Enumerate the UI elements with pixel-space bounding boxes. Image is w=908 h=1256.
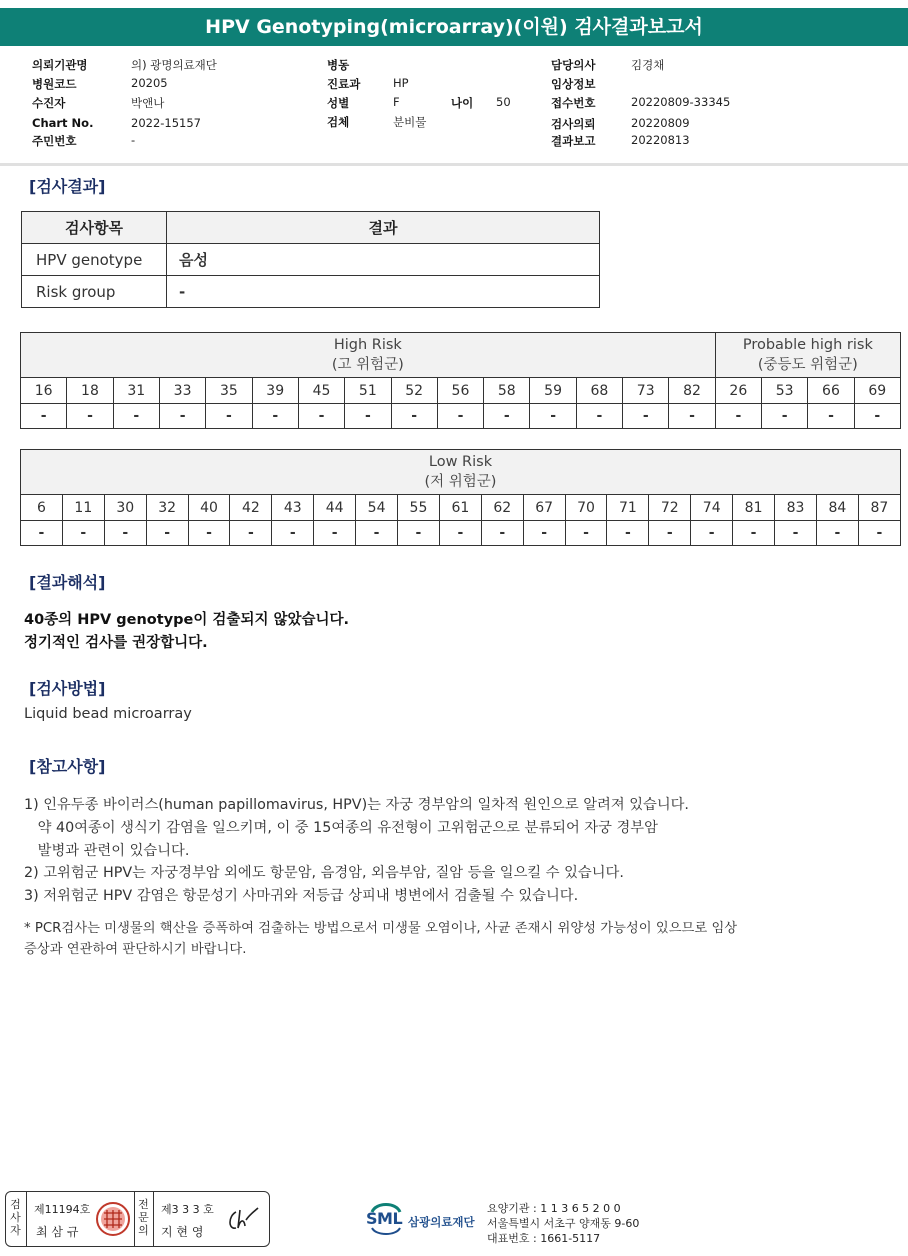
signature-box xyxy=(5,1191,270,1247)
row-result: - xyxy=(167,276,600,308)
genotype-result-cell: - xyxy=(858,521,900,546)
result-row xyxy=(21,521,901,546)
interpretation-text: 이 검출되지 않았습니다. xyxy=(193,612,350,628)
method-text: Liquid bead microarray xyxy=(24,706,192,722)
genotype-result-cell: - xyxy=(356,521,398,546)
row-item: HPV genotype xyxy=(22,244,167,276)
genotype-result-cell: - xyxy=(733,521,775,546)
genotype-cell: 33 xyxy=(159,378,205,404)
footnote-line: * PCR검사는 미생물의 핵산을 증폭하여 검출하는 방법으로서 미생물 오염이나, 사균 존재시 위양성 가능성이 있으므로 임상 xyxy=(24,921,738,936)
genotype-cell: 31 xyxy=(113,378,159,404)
genotype-cell: 51 xyxy=(345,378,391,404)
header-label: 결과보고 xyxy=(551,134,596,148)
header-label: 의뢰기관명 xyxy=(32,58,88,72)
header-label: 담당의사 xyxy=(551,58,596,72)
header-label: 병동 xyxy=(327,58,350,72)
specialist-license: 제3 3 3 호 xyxy=(161,1203,214,1216)
low-risk-group-header xyxy=(21,450,901,495)
genotype-result-cell: - xyxy=(21,404,67,429)
note-line: 1) 인유두종 바이러스(human papillomavirus, HPV)는 자궁 경부암의 일차적 원인으로 알려져 있습니다. xyxy=(24,797,689,813)
header-value: F xyxy=(393,95,400,109)
genotype-result-cell: - xyxy=(437,404,483,429)
genotype-cell: 26 xyxy=(715,378,761,404)
footnote-line: 증상과 연관하여 판단하시기 바랍니다. xyxy=(24,942,247,957)
header-label: 나이 xyxy=(451,96,474,110)
header-value: 박앤나 xyxy=(131,96,165,110)
genotype-cell: 43 xyxy=(272,495,314,521)
header-label: 검사의뢰 xyxy=(551,117,596,131)
header-label: 성별 xyxy=(327,96,350,110)
header-value: 분비물 xyxy=(393,115,427,129)
logo-text: SML xyxy=(366,1209,403,1228)
genotype-result-cell: - xyxy=(21,521,63,546)
org-name: 삼광의료재단 xyxy=(408,1215,475,1229)
tester-license: 제11194호 xyxy=(34,1203,91,1216)
genotype-cell: 56 xyxy=(437,378,483,404)
genotype-result-cell: - xyxy=(576,404,622,429)
genotype-cell: 87 xyxy=(858,495,900,521)
genotype-result-cell: - xyxy=(67,404,113,429)
section-title-result: [검사결과] xyxy=(29,177,106,196)
genotype-result-cell: - xyxy=(762,404,808,429)
divider xyxy=(153,1192,154,1246)
genotype-cell: 55 xyxy=(398,495,440,521)
genotype-cell: 39 xyxy=(252,378,298,404)
genotype-cell: 73 xyxy=(623,378,669,404)
genotype-result-cell: - xyxy=(816,521,858,546)
genotype-result-cell: - xyxy=(206,404,252,429)
tester-name: 최 삼 규 xyxy=(36,1225,79,1239)
genotype-cell: 44 xyxy=(314,495,356,521)
header-value: 김경채 xyxy=(631,58,665,72)
genotype-cell: 71 xyxy=(607,495,649,521)
genotype-cell: 58 xyxy=(484,378,530,404)
high-risk-table xyxy=(20,332,901,429)
genotype-cell: 45 xyxy=(298,378,344,404)
genotype-cell: 53 xyxy=(762,378,808,404)
genotype-cell: 16 xyxy=(21,378,67,404)
result-row xyxy=(21,404,901,429)
genotype-cell: 30 xyxy=(104,495,146,521)
interpretation-highlight: 40종의 HPV genotype xyxy=(24,612,194,628)
genotype-row xyxy=(21,495,901,521)
genotype-cell: 40 xyxy=(188,495,230,521)
org-info-line: 요양기관 : 1 1 3 6 5 2 0 0 xyxy=(487,1202,621,1215)
group-label: High Risk xyxy=(333,337,402,353)
header-label: 임상정보 xyxy=(551,77,596,91)
genotype-row xyxy=(21,378,901,404)
high-risk-group-header xyxy=(21,333,716,378)
column-header: 검사항목 xyxy=(22,212,167,244)
genotype-result-cell: - xyxy=(481,521,523,546)
specialist-name: 지 현 영 xyxy=(161,1225,204,1239)
genotype-result-cell: - xyxy=(775,521,817,546)
genotype-result-cell: - xyxy=(623,404,669,429)
genotype-cell: 68 xyxy=(576,378,622,404)
row-item: Risk group xyxy=(22,276,167,308)
genotype-cell: 32 xyxy=(146,495,188,521)
header-value: 50 xyxy=(496,95,511,109)
genotype-result-cell: - xyxy=(252,404,298,429)
genotype-cell: 66 xyxy=(808,378,854,404)
summary-table xyxy=(21,211,600,308)
group-sublabel: (고 위험군) xyxy=(331,357,404,373)
header-value: 20220813 xyxy=(631,133,690,147)
genotype-cell: 18 xyxy=(67,378,113,404)
header-label: 수진자 xyxy=(32,96,66,110)
org-info-line: 서울특별시 서초구 양재동 9-60 xyxy=(487,1217,640,1230)
org-info-line: 대표번호 : 1661-5117 xyxy=(487,1232,601,1245)
genotype-result-cell: - xyxy=(113,404,159,429)
group-label: Probable high risk xyxy=(742,337,873,353)
header-value: 20220809 xyxy=(631,116,690,130)
header-label: Chart No. xyxy=(32,116,94,130)
genotype-cell: 61 xyxy=(439,495,481,521)
genotype-result-cell: - xyxy=(272,521,314,546)
seal-stamp-icon xyxy=(95,1201,131,1237)
genotype-cell: 35 xyxy=(206,378,252,404)
genotype-result-cell: - xyxy=(565,521,607,546)
group-sublabel: (중등도 위험군) xyxy=(757,357,858,373)
genotype-result-cell: - xyxy=(523,521,565,546)
header-label: 주민번호 xyxy=(32,134,77,148)
genotype-cell: 67 xyxy=(523,495,565,521)
genotype-result-cell: - xyxy=(391,404,437,429)
header-label: 병원코드 xyxy=(32,77,77,91)
genotype-cell: 70 xyxy=(565,495,607,521)
genotype-result-cell: - xyxy=(188,521,230,546)
row-result: 음성 xyxy=(167,244,600,276)
genotype-result-cell: - xyxy=(159,404,205,429)
genotype-result-cell: - xyxy=(146,521,188,546)
note-line: 2) 고위험군 HPV는 자궁경부암 외에도 항문암, 음경암, 외음부암, 질암 등을 일으킬 수 있습니다. xyxy=(24,865,624,881)
genotype-cell: 54 xyxy=(356,495,398,521)
probable-risk-group-header xyxy=(715,333,900,378)
genotype-cell: 84 xyxy=(816,495,858,521)
header-value: 2022-15157 xyxy=(131,116,201,130)
genotype-result-cell: - xyxy=(298,404,344,429)
group-sublabel: (저 위험군) xyxy=(424,474,497,490)
genotype-result-cell: - xyxy=(854,404,900,429)
header-divider xyxy=(0,163,908,166)
note-line: 발병과 관련이 있습니다. xyxy=(24,843,190,859)
genotype-result-cell: - xyxy=(715,404,761,429)
genotype-cell: 62 xyxy=(481,495,523,521)
genotype-cell: 69 xyxy=(854,378,900,404)
header-value: 의) 광명의료재단 xyxy=(131,58,217,72)
genotype-cell: 52 xyxy=(391,378,437,404)
group-label: Low Risk xyxy=(428,454,493,470)
interpretation-line-2: 정기적인 검사를 권장합니다. xyxy=(24,635,208,651)
genotype-cell: 11 xyxy=(62,495,104,521)
genotype-cell: 81 xyxy=(733,495,775,521)
genotype-result-cell: - xyxy=(345,404,391,429)
section-title-interpretation: [결과해석] xyxy=(29,573,106,592)
genotype-result-cell: - xyxy=(669,404,715,429)
genotype-result-cell: - xyxy=(104,521,146,546)
interpretation-line-1 xyxy=(24,608,349,629)
table-row xyxy=(22,276,600,308)
genotype-result-cell: - xyxy=(398,521,440,546)
genotype-result-cell: - xyxy=(62,521,104,546)
section-title-method: [검사방법] xyxy=(29,679,106,698)
genotype-cell: 74 xyxy=(691,495,733,521)
header-value: 20220809-33345 xyxy=(631,95,731,109)
specialist-label: 전문의 xyxy=(138,1198,149,1237)
genotype-cell: 82 xyxy=(669,378,715,404)
genotype-cell: 72 xyxy=(649,495,691,521)
report-title: HPV Genotyping(microarray)(이원) 검사결과보고서 xyxy=(0,8,908,46)
genotype-result-cell: - xyxy=(439,521,481,546)
table-row xyxy=(22,244,600,276)
genotype-cell: 42 xyxy=(230,495,272,521)
column-header: 결과 xyxy=(167,212,600,244)
genotype-cell: 59 xyxy=(530,378,576,404)
genotype-cell: 83 xyxy=(775,495,817,521)
genotype-result-cell: - xyxy=(484,404,530,429)
header-value: 20205 xyxy=(131,76,168,90)
genotype-result-cell: - xyxy=(607,521,649,546)
header-label: 검체 xyxy=(327,115,350,129)
signature-icon xyxy=(226,1206,262,1234)
divider xyxy=(134,1192,135,1246)
tester-label: 검사자 xyxy=(10,1198,21,1237)
low-risk-table xyxy=(20,449,901,546)
genotype-result-cell: - xyxy=(530,404,576,429)
header-value: - xyxy=(131,133,136,147)
section-title-reference: [참고사항] xyxy=(29,757,106,776)
genotype-result-cell: - xyxy=(649,521,691,546)
header-value: HP xyxy=(393,76,409,90)
genotype-cell: 6 xyxy=(21,495,63,521)
header-label: 접수번호 xyxy=(551,96,596,110)
genotype-result-cell: - xyxy=(691,521,733,546)
genotype-result-cell: - xyxy=(808,404,854,429)
header-label: 진료과 xyxy=(327,77,361,91)
genotype-result-cell: - xyxy=(314,521,356,546)
genotype-result-cell: - xyxy=(230,521,272,546)
note-line: 3) 저위험군 HPV 감염은 항문성기 사마귀와 저등급 상피내 병변에서 검출될 수 있습니다. xyxy=(24,888,579,904)
note-line: 약 40여종이 생식기 감염을 일으키며, 이 중 15여종의 유전형이 고위험군으로 분류되어 자궁 경부암 xyxy=(24,820,658,836)
divider xyxy=(26,1192,27,1246)
